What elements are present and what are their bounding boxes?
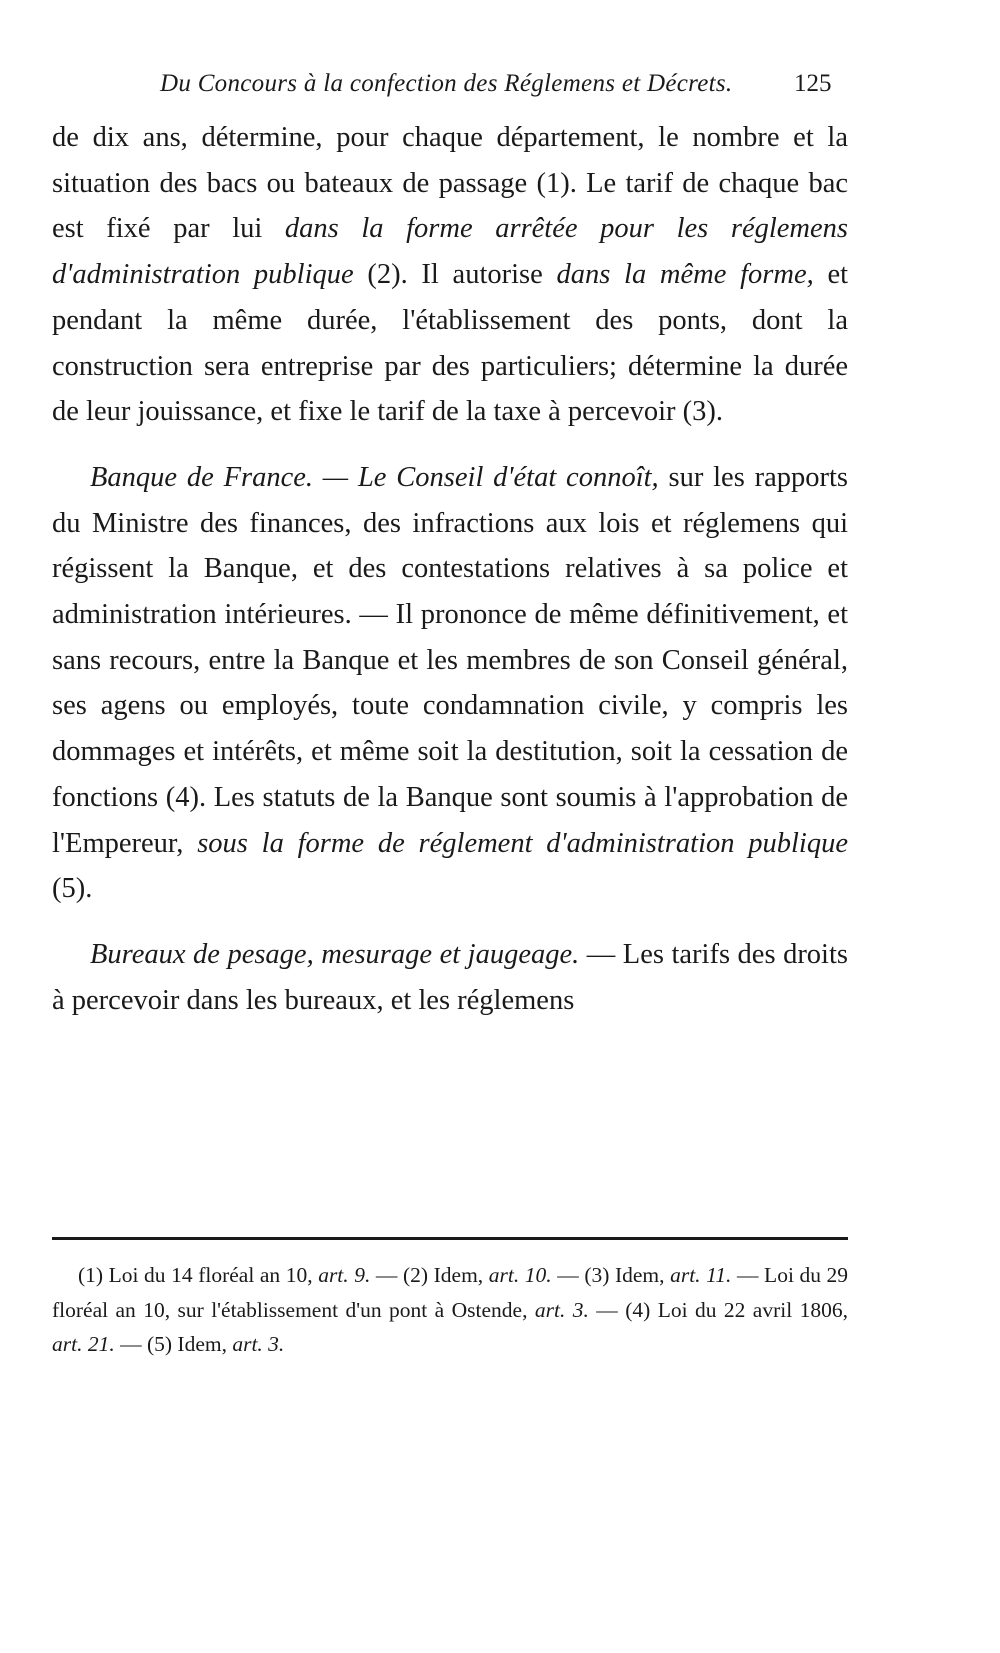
- footnote-block: [52, 1258, 848, 1362]
- paragraph-bacs: [52, 115, 848, 435]
- text-run: et pendant la même durée, l'établissement des ponts, dont la construction sera entreprise par des particuliers; détermine la durée de leur jouissance, et fixe le tarif de la taxe à percevoir (3).: [52, 259, 849, 428]
- section-heading-bureaux: Bureaux de pesage, mesurage et jaugeage.: [90, 938, 580, 970]
- footnote-text: — (4) Loi du 22 avril 1806,: [588, 1297, 848, 1322]
- footnote-text: — Loi du 29 floréal an 10, sur l'établissement d'un pont à Ostende,: [52, 1263, 849, 1322]
- main-text: [52, 115, 848, 1023]
- footnote-article: art. 3.: [232, 1332, 285, 1356]
- paragraph-bureaux: [52, 932, 848, 1023]
- page-number: 125: [794, 70, 832, 97]
- text-run: (5).: [52, 873, 93, 905]
- text-run: de dix ans, détermine, pour chaque département, le nombre et la situation des bacs ou bateaux de passage (1). Le tarif de chaque bac est fixé par lui: [52, 122, 848, 245]
- italic-run: sous la forme de réglement d'administration publique: [197, 827, 848, 859]
- italic-run: dans la même forme,: [556, 259, 814, 291]
- italic-run: dans la forme arrêtée pour les réglemens d'administration publique: [52, 213, 848, 291]
- footnote-text: — (3) Idem,: [551, 1263, 671, 1287]
- running-title: Du Concours à la confection des Réglemens et Décrets.: [160, 70, 733, 97]
- section-heading-banque: Banque de France. — Le Conseil d'état connoît,: [90, 461, 659, 493]
- paragraph-banque: [52, 455, 848, 912]
- footnote-rule: [52, 1237, 848, 1240]
- text-run: sur les rapports du Ministre des finances, des infractions aux lois et réglemens qui régissent la Banque, et des contestations relatives à sa police et administration intérieures. — Il prononce de même définitivement, et sans recours, entre la Banque et les membres de son Conseil général, ses agens ou employés, toute condamnation civile, y compris les dommages et intérêts, et même soit la destitution, soit la cessation de fonctions (4). Les statuts de la Banque sont soumis à l'approbation de l'Empereur,: [52, 461, 848, 859]
- footnote-article: art. 11.: [670, 1263, 732, 1287]
- footnote-text: (1) Loi du 14 floréal an 10,: [78, 1263, 319, 1287]
- footnote-article: art. 9.: [318, 1263, 371, 1287]
- footnote-article: art. 3.: [534, 1297, 589, 1322]
- footnote-article: art. 10.: [488, 1263, 552, 1287]
- running-head: [0, 70, 1000, 110]
- footnote-text: — (5) Idem,: [114, 1332, 233, 1356]
- text-run: (2). Il autorise: [353, 259, 557, 291]
- footnote-text: — (2) Idem,: [370, 1263, 489, 1287]
- footnotes: [52, 1258, 848, 1362]
- text-run: — Les tarifs des droits à percevoir dans les bureaux, et les réglemens: [52, 938, 848, 1016]
- footnote-article: art. 21.: [52, 1332, 115, 1356]
